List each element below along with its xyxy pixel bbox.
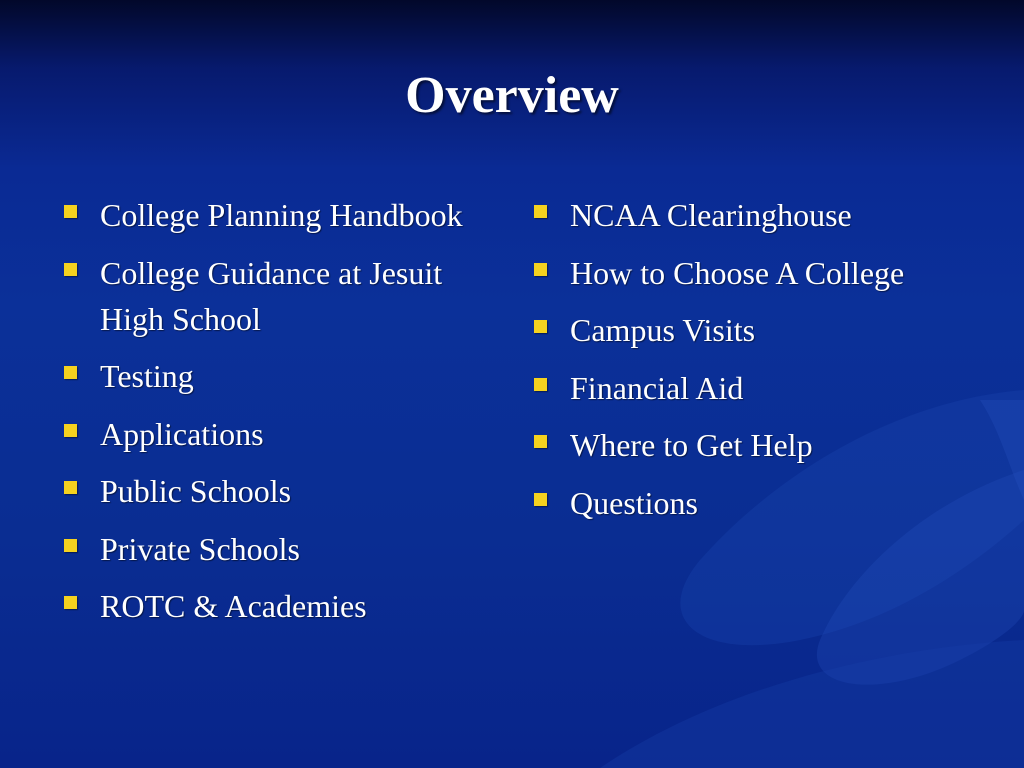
square-bullet-icon (64, 481, 77, 494)
list-item (532, 192, 972, 238)
list-item (62, 353, 482, 399)
list-item-text: How to Choose A College (570, 254, 905, 291)
list-item (62, 468, 482, 514)
list-item-text: College Guidance at Jesuit High School (100, 254, 443, 337)
list-item (532, 307, 972, 353)
list-item (532, 422, 972, 468)
list-item (62, 250, 482, 342)
left-bullet-list (62, 192, 482, 641)
list-item-text: Private Schools (100, 530, 300, 567)
list-item-text: Questions (570, 484, 698, 521)
list-item-text: NCAA Clearinghouse (570, 197, 852, 233)
square-bullet-icon (534, 320, 547, 333)
slide-title: Overview (405, 67, 619, 124)
list-item (62, 583, 482, 629)
list-item-text: College Planning Handbook (100, 197, 463, 233)
list-item-text: ROTC & Academies (100, 588, 367, 624)
list-item-text: Where to Get Help (570, 427, 813, 463)
square-bullet-icon (534, 205, 547, 218)
square-bullet-icon (534, 263, 547, 276)
list-item (62, 526, 482, 572)
list-item (62, 411, 482, 457)
list-item-text: Testing (100, 358, 194, 394)
right-bullet-list (532, 192, 972, 537)
list-item-text: Applications (100, 415, 264, 452)
list-item (532, 250, 972, 296)
square-bullet-icon (534, 435, 547, 448)
list-item-text: Public Schools (100, 473, 292, 509)
square-bullet-icon (64, 205, 77, 218)
square-bullet-icon (64, 366, 77, 379)
square-bullet-icon (64, 263, 77, 276)
list-item (532, 365, 972, 411)
square-bullet-icon (64, 424, 77, 437)
list-item (62, 192, 482, 238)
square-bullet-icon (64, 539, 77, 552)
list-item (532, 480, 972, 526)
list-item-text: Financial Aid (570, 369, 744, 406)
square-bullet-icon (64, 596, 77, 609)
list-item-text: Campus Visits (570, 312, 756, 348)
square-bullet-icon (534, 493, 547, 506)
square-bullet-icon (534, 378, 547, 391)
